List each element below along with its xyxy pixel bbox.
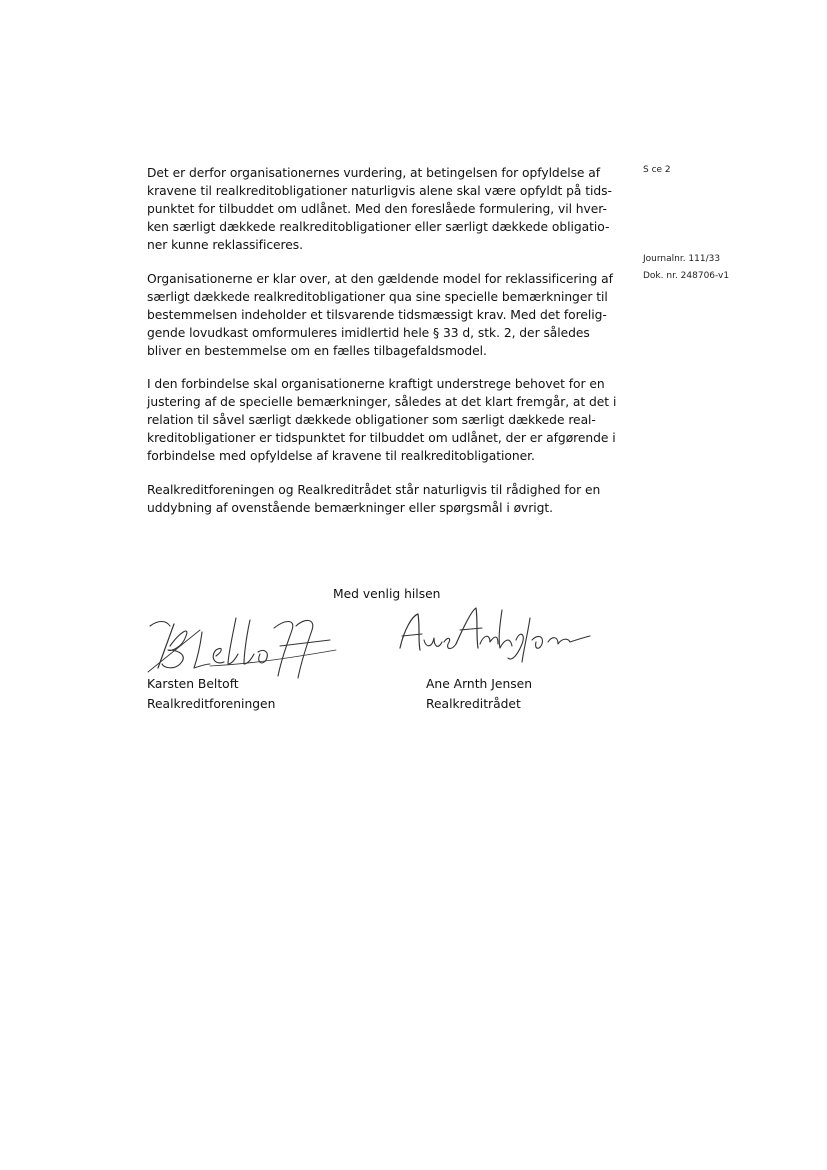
paragraph-line: gende lovudkast omformuleres imidlertid hele § 33 d, stk. 2, der således xyxy=(147,326,590,340)
paragraph-line: kreditobligationer er tidspunktet for tilbuddet om udlånet, der er afgørende i xyxy=(147,431,616,445)
paragraph-line: bliver en bestemmelse om en fælles tilbagefaldsmodel. xyxy=(147,344,487,358)
journal-number: Journalnr. 111/33 xyxy=(643,254,721,264)
paragraph-1 xyxy=(147,164,625,254)
paragraph-4 xyxy=(147,481,625,517)
paragraph-line: I den forbindelse skal organisationerne kraftigt understrege behovet for en xyxy=(147,377,605,391)
signatory-organization: Realkreditforeningen xyxy=(147,697,276,711)
paragraph-line: kravene til realkreditobligationer naturligvis alene skal være opfyldt på tids- xyxy=(147,184,612,198)
paragraph-line: relation til såvel særligt dækkede obligationer som særligt dækkede real- xyxy=(147,413,596,427)
page-number: S ce 2 xyxy=(643,165,671,175)
signature-left-image xyxy=(140,606,340,684)
paragraph-line: bestemmelsen indeholder et tilsvarende tidsmæssigt krav. Med det forelig- xyxy=(147,308,607,322)
signature-right-image xyxy=(394,600,594,664)
signatory-right xyxy=(426,674,532,714)
signatory-organization: Realkreditrådet xyxy=(426,697,521,711)
paragraph-line: forbindelse med opfyldelse af kravene til realkreditobligationer. xyxy=(147,449,535,463)
paragraph-line: Realkreditforeningen og Realkreditrådet står naturligvis til rådighed for en xyxy=(147,483,601,497)
paragraph-line: Organisationerne er klar over, at den gældende model for reklassificering af xyxy=(147,272,613,286)
paragraph-line: uddybning af ovenstående bemærkninger eller spørgsmål i øvrigt. xyxy=(147,501,554,515)
paragraph-3 xyxy=(147,375,625,465)
paragraph-line: ken særligt dækkede realkreditobligationer eller særligt dækkede obligatio- xyxy=(147,220,610,234)
paragraph-line: Det er derfor organisationernes vurdering, at betingelsen for opfyldelse af xyxy=(147,166,601,180)
signatory-name: Karsten Beltoft xyxy=(147,677,239,691)
signatory-left xyxy=(147,674,275,714)
paragraph-line: justering af de specielle bemærkninger, således at det klart fremgår, at det i xyxy=(147,395,617,409)
signatory-name: Ane Arnth Jensen xyxy=(426,677,533,691)
paragraph-line: ner kunne reklassificeres. xyxy=(147,238,304,252)
document-number: Dok. nr. 248706-v1 xyxy=(643,271,730,281)
paragraph-line: særligt dækkede realkreditobligationer qua sine specielle bemærkninger til xyxy=(147,290,608,304)
paragraph-2 xyxy=(147,270,625,360)
paragraph-line: punktet for tilbuddet om udlånet. Med den foreslåede formulering, vil hver- xyxy=(147,202,607,216)
closing-salutation: Med venlig hilsen xyxy=(333,587,441,601)
